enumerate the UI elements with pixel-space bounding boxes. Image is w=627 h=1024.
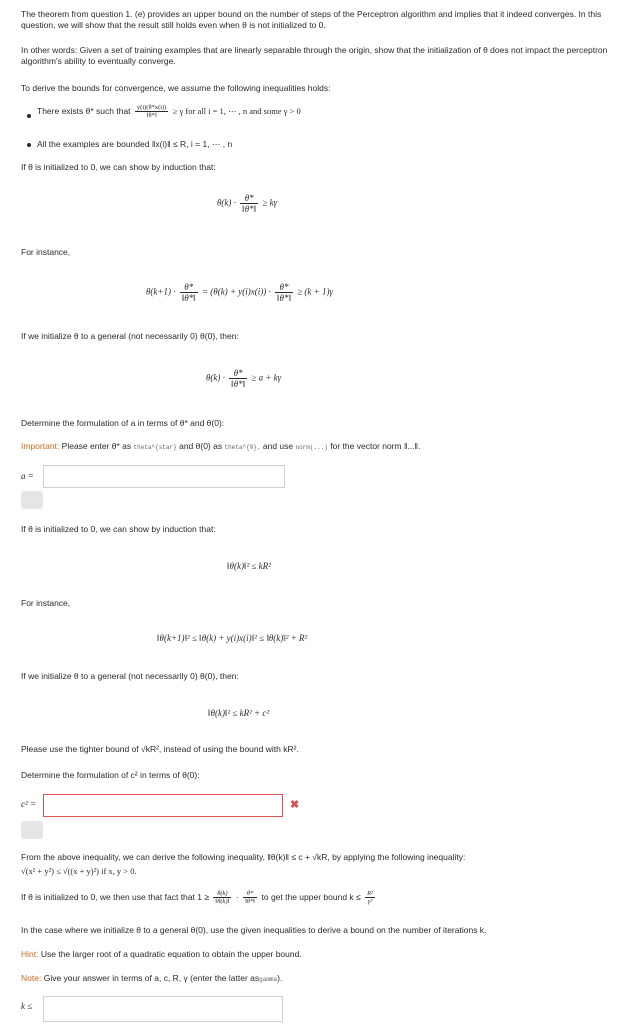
fact-den-3: γ² <box>367 898 373 905</box>
section2-tighter-text: Please use the tighter bound of √kR², instead of using the bound with kR². <box>21 744 299 754</box>
note-code: gamma <box>259 976 278 983</box>
eq3-rhs: ≥ a + kγ <box>251 372 282 383</box>
important-text-3: and use <box>262 441 294 451</box>
eq1-rhs: ≥ kγ <box>262 197 278 208</box>
important-code-3: norm(...) <box>295 444 328 451</box>
bullet-2: All the examples are bounded ‖x(i)‖ ≤ R, i = 1, ⋯ , n <box>37 139 233 149</box>
eq2-mid: = (θ(k) + y(i)x(i)) · <box>201 286 271 297</box>
hint-label: Hint: <box>21 949 39 959</box>
bullet-1-fraction <box>135 104 168 119</box>
answer-c-preview-button[interactable] <box>21 821 43 839</box>
eq2-rhs: ≥ (k + 1)γ <box>297 286 334 297</box>
answer-c-label: c² = <box>21 799 37 809</box>
eq1-fraction <box>240 193 258 214</box>
fact-den-1: ‖θ(k)‖ <box>215 898 230 905</box>
section2-induction-text: If θ is initialized to 0, we can show by induction that: <box>21 524 216 534</box>
section2-equation-1: ‖θ(k)‖² ≤ kR² <box>227 561 271 571</box>
eq3-fraction <box>229 368 247 389</box>
fact-fraction-2 <box>243 890 257 905</box>
eq3-num: θ* <box>229 368 247 379</box>
bullet-1-frac-num: y(i)(θ*x(i)) <box>136 104 167 111</box>
error-x-icon: ✖ <box>290 799 300 811</box>
answer-a-preview-button[interactable] <box>21 491 43 509</box>
fact-fraction-1 <box>213 890 231 905</box>
important-label: Important: <box>21 441 60 451</box>
answer-k-input[interactable] <box>43 996 283 1022</box>
section1-determine-text: Determine the formulation of a in terms of θ* and θ(0): <box>21 418 225 428</box>
eq1-lhs: θ(k) · <box>217 197 236 208</box>
answer-k-label: k ≤ <box>21 1001 33 1011</box>
section1-equation-1 <box>217 193 277 214</box>
important-text-2: and θ(0) as <box>179 441 223 451</box>
bullet-1-frac-den: ‖θ*‖ <box>146 112 157 119</box>
fact-num-1: θ(k) <box>213 890 231 898</box>
fact-mid: to get the upper bound k ≤ <box>261 891 361 902</box>
section1-general-text: If we initialize θ to a general (not necessarily 0) θ(0), then: <box>21 331 239 341</box>
section3-derive-text: From the above inequality, we can derive the following inequality, ‖θ(k)‖ ≤ c + √kR, by applying the following inequality: <box>21 852 466 862</box>
eq2-den-2: ‖θ*‖ <box>277 293 291 303</box>
eq1-num: θ* <box>240 193 258 204</box>
eq2-fraction-1 <box>180 282 198 303</box>
eq2-num-1: θ* <box>180 282 198 293</box>
section2-general-text: If we initialize θ to a general (not necessarily 0) θ(0), then: <box>21 671 239 681</box>
note-text: Give your answer in terms of a, c, R, γ (enter the latter as <box>43 973 260 983</box>
note-end: ). <box>277 973 283 983</box>
bullet-dot <box>27 114 31 118</box>
section1-equation-2 <box>146 282 333 303</box>
section3-fact-line: If θ is initialized to 0, we then use that fact that 1 ≥ $\frac{\theta(k)}{‖\theta(k)‖}$ · $\frac{\theta*}{‖\theta*‖}$ to get the upper bound k ≤ $\frac{\text{R²}}{\text{γ²}}$ <box>21 890 373 905</box>
eq3-den: ‖θ*‖ <box>231 379 246 389</box>
section1-equation-3 <box>206 368 281 389</box>
section2-equation-2: ‖θ(k+1)‖² ≤ ‖θ(k) + y(i)x(i)‖² ≤ ‖θ(k)‖² + R² <box>157 633 308 643</box>
section3-sqrt-inequality: √(x² + y²) ≤ √((x + y)²) if x, y > 0. <box>21 866 137 876</box>
section1-for-instance: For instance, <box>21 247 71 257</box>
intro-paragraph-2: In other words: Given a set of training examples that are linearly separable through the origin, show that the initialization of θ does not impact the perceptron algorithm's ability to eventually converge. <box>21 45 608 66</box>
fact-den-2: ‖θ*‖ <box>245 898 256 905</box>
bullet-1-pre: There exists θ* such that <box>37 105 131 116</box>
section2-for-instance: For instance, <box>21 598 71 608</box>
note-line <box>21 973 282 983</box>
fact-num-2: θ* <box>243 890 257 898</box>
important-note <box>21 441 420 451</box>
important-code-1: theta^{star} <box>133 444 177 451</box>
fact-pre: If θ is initialized to 0, we then use that fact that 1 ≥ <box>21 891 209 902</box>
answer-a-input[interactable] <box>43 465 285 488</box>
hint-line <box>21 949 302 959</box>
eq2-num-2: θ* <box>275 282 293 293</box>
section1-induction-text: If θ is initialized to 0, we can show by induction that: <box>21 162 216 172</box>
hint-text: Use the larger root of a quadratic equation to obtain the upper bound. <box>40 949 302 959</box>
eq2-den-1: ‖θ*‖ <box>181 293 196 303</box>
intro-paragraph-3: To derive the bounds for convergence, we assume the following inequalities holds: <box>21 83 331 93</box>
bullet-1 <box>37 104 301 119</box>
answer-c-input[interactable] <box>43 794 283 817</box>
intro-paragraph-1: The theorem from question 1. (e) provides an upper bound on the number of steps of the Perceptron algorithm and implies that it indeed converges. In this question, we will show that the result still holds even when θ is not initialized to 0. <box>21 9 602 30</box>
eq2-lhs: θ(k+1) · <box>146 286 176 297</box>
section2-equation-3: ‖θ(k)‖² ≤ kR² + c² <box>208 708 270 718</box>
fact-num-3: R² <box>367 890 373 897</box>
important-code-2: theta^{0}, <box>224 444 261 451</box>
bullet-1-post: ≥ γ for all i = 1, ⋯ , n and some γ > 0 <box>172 105 301 116</box>
eq3-lhs: θ(k) · <box>206 372 225 383</box>
note-label: Note: <box>21 973 42 983</box>
bullet-dot <box>27 143 31 147</box>
important-text-4: for the vector norm ‖...‖. <box>330 441 421 451</box>
important-text-1: Please enter θ* as <box>61 441 132 451</box>
fact-fraction-3 <box>365 890 375 905</box>
answer-a-label: a = <box>21 471 34 481</box>
eq2-fraction-2 <box>275 282 293 303</box>
section2-determine-text: Determine the formulation of c² in terms of θ(0): <box>21 770 200 780</box>
eq1-den: ‖θ*‖ <box>242 204 257 214</box>
section3-general-case-text: In the case where we initialize θ to a general θ(0), use the given inequalities to derive a bound on the number of iterations k. <box>21 925 487 935</box>
